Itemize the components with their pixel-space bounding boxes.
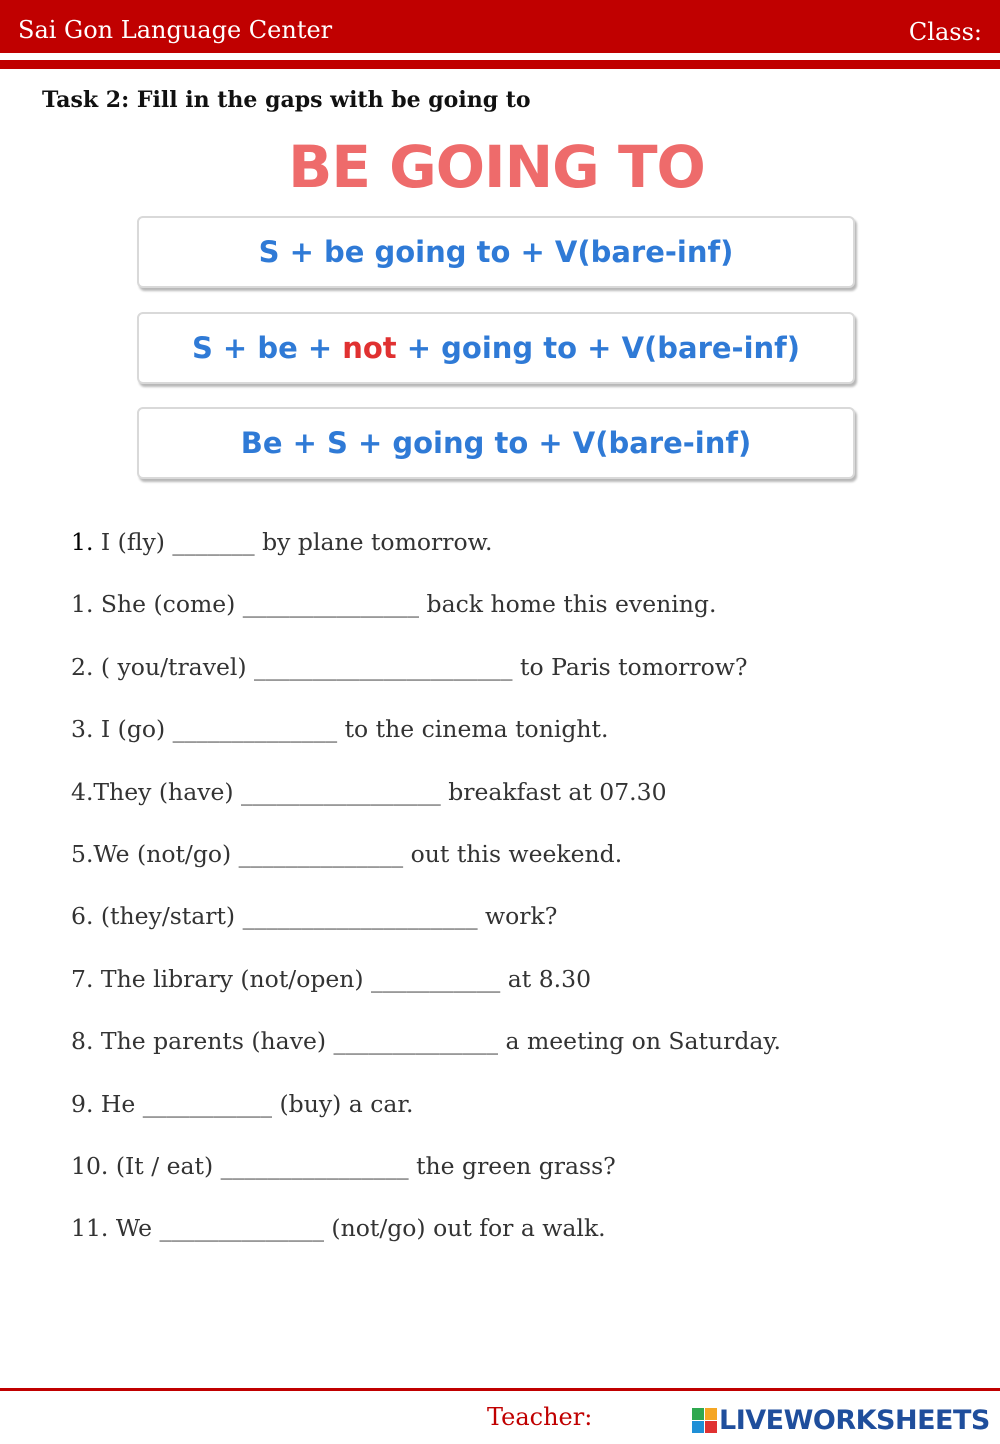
question-item xyxy=(71,837,781,899)
question-number: 11. xyxy=(71,1214,109,1243)
question-text: They (have) _________________ breakfast at 07.30 xyxy=(93,777,667,806)
formula-negation-word: not xyxy=(342,331,397,365)
question-item xyxy=(71,775,781,837)
question-text: The library (not/open) ___________ at 8.30 xyxy=(93,964,592,993)
question-number: 10. xyxy=(71,1151,109,1180)
question-item xyxy=(71,525,781,587)
question-number: 8. xyxy=(71,1027,94,1056)
formula-affirmative xyxy=(137,216,855,288)
question-number: 3. xyxy=(71,715,94,744)
header-bar xyxy=(0,0,1000,53)
question-item xyxy=(71,1087,781,1149)
question-text: We (not/go) ______________ out this weekend. xyxy=(93,839,623,868)
question-number: 5. xyxy=(71,839,94,868)
question-text: (they/start) ____________________ work? xyxy=(93,902,558,931)
banner-title: BE GOING TO xyxy=(288,133,705,201)
formula-question xyxy=(137,407,855,479)
task-heading: Task 2: Fill in the gaps with be going to xyxy=(42,87,531,113)
formula-text: + going to + V(bare-inf) xyxy=(396,331,801,365)
question-number: 6. xyxy=(71,902,94,931)
footer-divider xyxy=(0,1388,1000,1391)
formula-negative xyxy=(137,312,855,384)
question-text: I (fly) _______ by plane tomorrow. xyxy=(93,528,493,556)
question-text: We ______________ (not/go) out for a walk. xyxy=(108,1214,606,1243)
header-divider xyxy=(0,60,1000,69)
question-item xyxy=(71,650,781,712)
question-text: I (go) ______________ to the cinema tonight. xyxy=(93,715,609,744)
question-list xyxy=(71,525,781,1274)
class-label: Class: xyxy=(908,18,982,46)
question-number: 1. xyxy=(71,528,94,556)
question-text: The parents (have) ______________ a meeting on Saturday. xyxy=(93,1027,782,1056)
question-number: 9. xyxy=(71,1089,94,1118)
question-item xyxy=(71,1149,781,1211)
question-item xyxy=(71,587,781,649)
liveworksheets-logo-text: LIVEWORKSHEETS xyxy=(719,1404,990,1436)
question-text: She (come) _______________ back home this evening. xyxy=(93,590,717,619)
question-item xyxy=(71,712,781,774)
formula-text: S + be going to + V(bare-inf) xyxy=(258,235,734,269)
question-item xyxy=(71,1024,781,1086)
question-number: 7. xyxy=(71,964,94,993)
teacher-label: Teacher: xyxy=(487,1403,593,1431)
question-item xyxy=(71,899,781,961)
liveworksheets-logo[interactable] xyxy=(692,1404,990,1436)
question-text: (It / eat) ________________ the green grass? xyxy=(108,1151,616,1180)
question-text: ( you/travel) ______________________ to Paris tomorrow? xyxy=(93,652,748,681)
center-name: Sai Gon Language Center xyxy=(18,16,333,44)
liveworksheets-logo-icon xyxy=(692,1408,716,1432)
question-number: 4. xyxy=(71,777,94,806)
question-item xyxy=(71,1211,781,1273)
question-number: 1. xyxy=(71,590,94,619)
formula-text: S + be + xyxy=(191,331,343,365)
formula-text: Be + S + going to + V(bare-inf) xyxy=(240,426,752,460)
question-text: He ___________ (buy) a car. xyxy=(93,1089,414,1118)
question-number: 2. xyxy=(71,652,94,681)
question-item xyxy=(71,962,781,1024)
